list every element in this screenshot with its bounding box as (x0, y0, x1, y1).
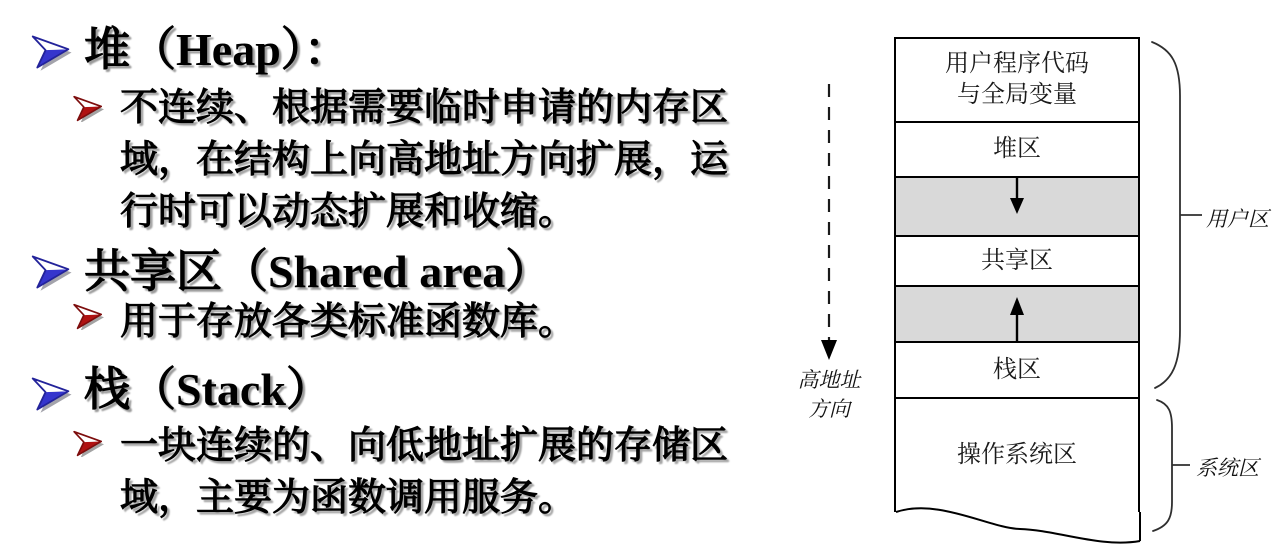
memory-row-label: 用户程序代码 (945, 51, 1089, 77)
body-stack (120, 420, 728, 524)
system-area-label: 系统区 (1196, 456, 1259, 480)
direction-label-line: 方向 (808, 397, 850, 421)
direction-label-line: 高地址 (797, 368, 861, 392)
level2-arrow-bullet-icon (72, 303, 104, 330)
heading-shared-area: 共享区（Shared area） (84, 246, 552, 297)
level2-arrow-bullet-icon (72, 430, 104, 457)
level1-arrow-bullet-icon (30, 253, 72, 291)
high-address-direction-label (776, 366, 882, 424)
memory-row-stack-growth (896, 287, 1138, 343)
body-line: 域，在结构上向高地址方向扩展，运 (120, 139, 729, 181)
heading-stack: 栈（Stack） (84, 364, 332, 415)
memory-row-shared: 共享区 (896, 237, 1138, 287)
body-line: 行时可以动态扩展和收缩。 (120, 191, 577, 233)
body-line: 域，主要为函数调用服务。 (120, 477, 577, 519)
level1-arrow-bullet-icon (30, 375, 72, 413)
body-line: 一块连续的、向低地址扩展的存储区 (120, 425, 729, 467)
memory-row-stack: 栈区 (896, 343, 1138, 399)
heading-heap: 堆（Heap）： (84, 24, 350, 75)
body-line: 用于存放各类标准函数库。 (120, 301, 577, 343)
memory-row-heap: 堆区 (896, 123, 1138, 178)
level1-arrow-bullet-icon (30, 33, 72, 71)
torn-edge-wave (894, 504, 1144, 554)
memory-row-heap-growth (896, 178, 1138, 237)
body-line: 不连续、根据需要临时申请的内存区 (120, 87, 729, 129)
heap-growth-down-arrow-icon (1006, 178, 1028, 216)
level2-arrow-bullet-icon (72, 95, 104, 122)
body-heap (120, 82, 728, 238)
high-address-direction-arrow (817, 84, 843, 366)
user-area-label: 用户区 (1206, 207, 1269, 231)
body-shared-area (120, 296, 576, 348)
memory-row-label: 与全局变量 (957, 82, 1077, 108)
memory-row-os: 操作系统区 (957, 442, 1077, 468)
memory-box (894, 37, 1140, 512)
memory-row-user-code (896, 39, 1138, 123)
region-braces (1140, 28, 1280, 540)
stack-growth-up-arrow-icon (1006, 295, 1028, 341)
